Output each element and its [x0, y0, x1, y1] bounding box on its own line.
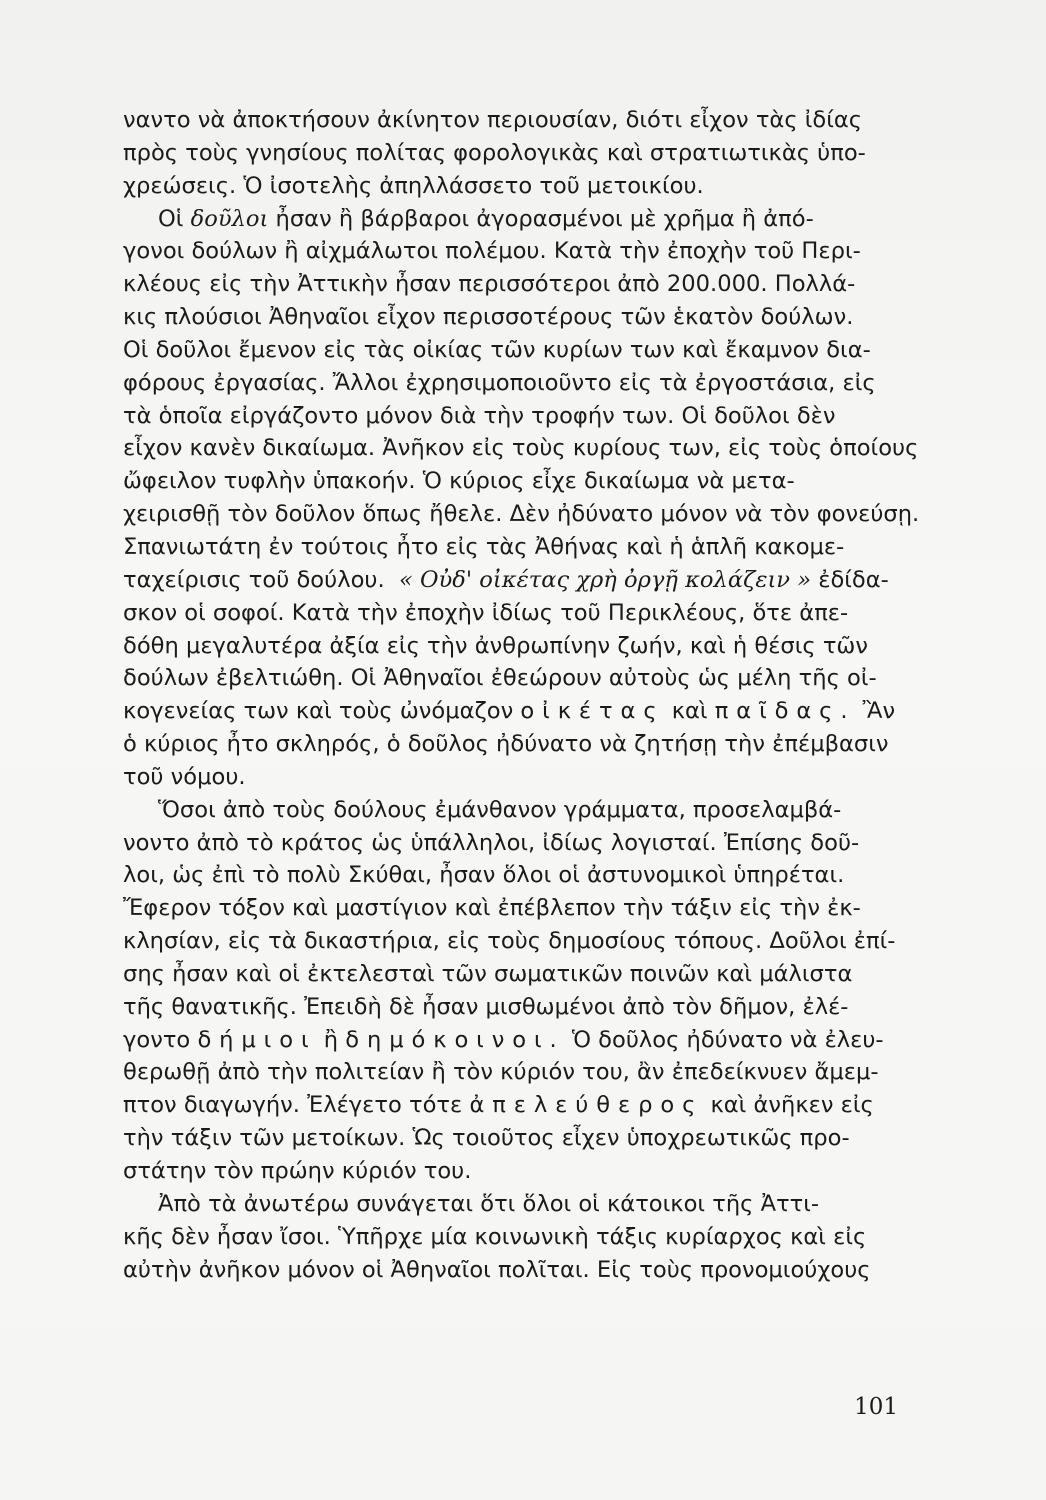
text-line: τὰ ὁποῖα εἰργάζοντο μόνον διὰ τὴν τροφήν των. Οἱ δοῦλοι δὲν [123, 402, 836, 429]
text-line: κλέους εἰς τὴν Ἀττικὴν ἦσαν περισσότεροι ἀπὸ 200.000. Πολλά- [123, 271, 856, 298]
text-segment: καὶ [671, 698, 708, 725]
spaced-term-apeleftheros: ἀπελεύθερος [469, 1092, 704, 1119]
text-line: ὁ κύριος ἦτο σκληρός, ὁ δοῦλος ἠδύνατο νὰ ζητήσῃ τὴν ἐπέμβασιν [123, 731, 889, 758]
page-number: 101 [854, 1394, 898, 1420]
text-segment: Ὁ δοῦλος ἠδύνατο νὰ ἐλευ- [571, 1026, 884, 1053]
text-line: Ἀπὸ τὰ ἀνωτέρω συνάγεται ὅτι ὅλοι οἱ κάτοικοι τῆς Ἀττι- [158, 1190, 820, 1217]
text-line: ὤφειλον τυφλὴν ὑπακοήν. Ὁ κύριος εἶχε δικαίωμα νὰ μετα- [123, 468, 795, 495]
text-segment: Ἂν [862, 698, 896, 725]
text-line: τὴν τάξιν τῶν μετοίκων. Ὡς τοιοῦτος εἶχεν ὑποχρεωτικῶς προ- [123, 1125, 850, 1152]
text-line: θερωθῇ ἀπὸ τὴν πολιτείαν ἢ τὸν κύριόν του, ἂν ἐπεδείκνυεν ἄμεμ- [123, 1059, 879, 1086]
text-segment: καὶ ἀνῆκεν εἰς [710, 1092, 874, 1119]
text-line: Ἔφερον τόξον καὶ μαστίγιον καὶ ἐπέβλεπον τὴν τάξιν εἰς τὴν ἐκ- [123, 895, 861, 922]
text-line: κῆς δὲν ἦσαν ἴσοι. Ὑπῆρχε μία κοινωνικὴ τάξις κυρίαρχος καὶ εἰς [123, 1223, 867, 1250]
text-line: τῆς θανατικῆς. Ἐπειδὴ δὲ ἦσαν μισθωμένοι ἀπὸ τὸν δῆμον, ἐλέ- [123, 993, 849, 1020]
text-line: κλησίαν, εἰς τὰ δικαστήρια, εἰς τοὺς δημοσίους τόπους. Δοῦλοι ἐπί- [123, 928, 896, 955]
text-segment: ἐδίδα- [818, 566, 889, 593]
text-line: φόρους ἐργασίας. Ἄλλοι ἐχρησιμοποιοῦντο εἰς τὰ ἐργοστάσια, εἰς [123, 369, 876, 396]
paragraph-3 [123, 794, 898, 1188]
text-line: δόθη μεγαλυτέρα ἀξία εἰς τὴν ἀνθρωπίνην ζωήν, καὶ ἡ θέσις τῶν [123, 632, 868, 659]
text-line [123, 203, 898, 236]
text-line: Ὅσοι ἀπὸ τοὺς δούλους ἐμάνθανον γράμματα, προσελαμβά- [158, 796, 842, 823]
text-line: τοῦ νόμου. [123, 763, 246, 790]
text-line: χειρισθῇ τὸν δοῦλον ὅπως ἤθελε. Δὲν ἠδύνατο μόνον νὰ τὸν φονεύσῃ. [123, 501, 920, 528]
text-line: Οἱ δοῦλοι ἔμενον εἰς τὰς οἰκίας τῶν κυρίων των καὶ ἔκαμνον δια- [123, 336, 871, 363]
text-segment: ἢ [323, 1026, 339, 1053]
text-line [123, 695, 898, 728]
text-line: δούλων ἐβελτιώθη. Οἱ Ἀθηναῖοι ἐθεώρουν αὐτοὺς ὡς μέλη τῆς οἰ- [123, 665, 877, 692]
text-segment: κογενείας των καὶ τοὺς ὠνόμαζον [123, 698, 514, 725]
text-line: λοι, ὡς ἐπὶ τὸ πολὺ Σκύθαι, ἦσαν ὅλοι οἱ ἀστυνομικοὶ ὑπηρέται. [123, 862, 845, 889]
text-line [123, 1024, 898, 1057]
spaced-term-oiketas: οἰκέτας [520, 698, 665, 725]
text-line: ναντο νὰ ἀποκτήσουν ἀκίνητον περιουσίαν, διότι εἶχον τὰς ἰδίας [123, 107, 863, 133]
body-text [123, 104, 920, 1286]
text-line: εἶχον κανὲν δικαίωμα. Ἀνῆκον εἰς τοὺς κυρίους των, εἰς τοὺς ὁποίους [123, 435, 919, 462]
text-segment: ταχείρισις τοῦ δούλου. [123, 566, 385, 593]
paragraph-4 [123, 1188, 898, 1287]
spaced-term-dimokoinoi: δημόκοινοι. [345, 1026, 565, 1053]
paragraph-1 [123, 104, 898, 203]
text-segment: πτον διαγωγήν. Ἐλέγετο τότε [123, 1092, 463, 1119]
text-line [123, 1089, 898, 1122]
text-segment: γοντο [123, 1026, 191, 1053]
text-line: πρὸς τοὺς γνησίους πολίτας φορολογικὰς καὶ στρατιωτικὰς ὑπο- [123, 139, 866, 166]
text-segment: Οἱ [158, 205, 184, 232]
italic-quote: « Οὐδ' οἰκέτας χρὴ ὀργῇ κολάζειν » [399, 566, 812, 593]
text-line: στάτην τὸν πρώην κύριόν του. [123, 1158, 472, 1184]
text-line: κις πλούσιοι Ἀθηναῖοι εἶχον περισσοτέρους τῶν ἑκατὸν δούλων. [123, 304, 854, 331]
text-line [123, 564, 898, 597]
text-line: σης ἦσαν καὶ οἱ ἐκτελεσταὶ τῶν σωματικῶν ποινῶν καὶ μάλιστα [123, 960, 853, 987]
spaced-term-paidas: παῖδας. [714, 698, 856, 725]
text-line: αὐτὴν ἀνῆκον μόνον οἱ Ἀθηναῖοι πολῖται. Εἰς τοὺς προνομιούχους [123, 1256, 871, 1283]
spaced-term-dimioi: δήμιοι [197, 1026, 317, 1053]
italic-term-douloi: δοῦλοι [190, 205, 269, 232]
text-segment: ἦσαν ἢ βάρβαροι ἀγορασμένοι μὲ χρῆμα ἢ ἀπό- [275, 205, 814, 232]
text-line: Σπανιωτάτη ἐν τούτοις ἦτο εἰς τὰς Ἀθήνας καὶ ἡ ἁπλῆ κακομε- [123, 533, 845, 560]
paragraph-2 [123, 203, 920, 794]
text-line: νοντο ἀπὸ τὸ κράτος ὡς ὑπάλληλοι, ἰδίως λογισταί. Ἐπίσης δοῦ- [123, 829, 860, 856]
text-line: σκον οἱ σοφοί. Κατὰ τὴν ἐποχὴν ἰδίως τοῦ Περικλέους, ὅτε ἀπε- [123, 599, 849, 626]
text-line: γονοι δούλων ἢ αἰχμάλωτοι πολέμου. Κατὰ τὴν ἐποχὴν τοῦ Περι- [123, 238, 861, 265]
text-line: χρεώσεις. Ὁ ἰσοτελὴς ἀπηλλάσσετο τοῦ μετοικίου. [123, 172, 704, 199]
